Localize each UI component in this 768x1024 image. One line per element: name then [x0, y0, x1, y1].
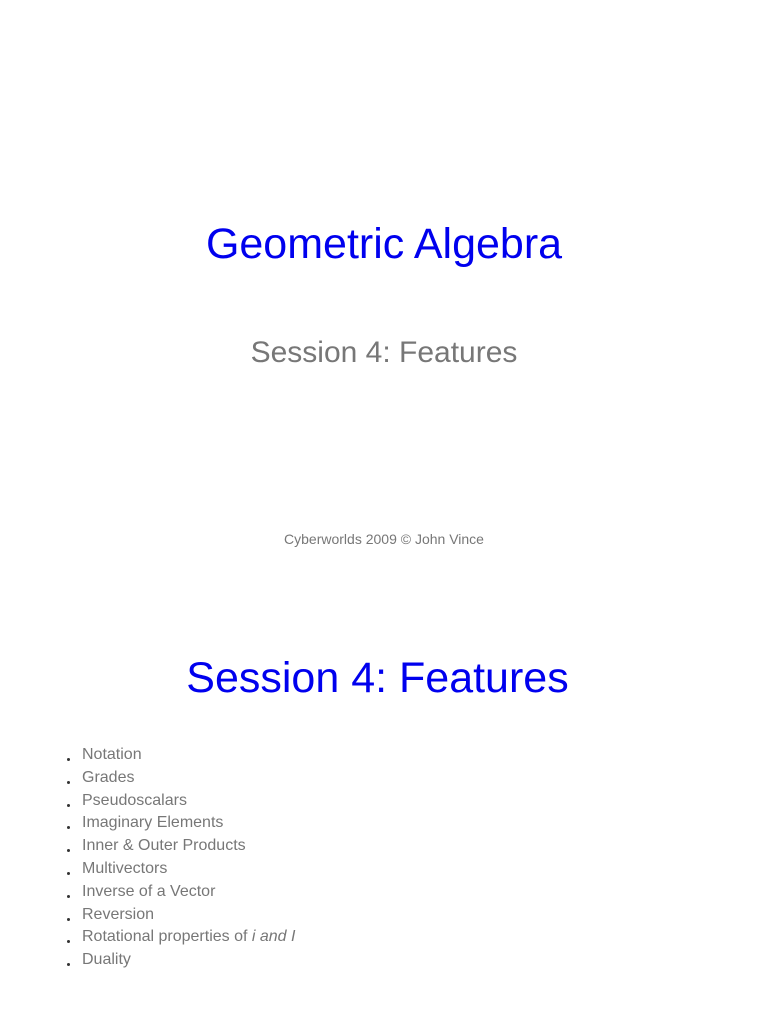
list-item — [57, 904, 295, 927]
list-item-label: Duality — [82, 951, 131, 969]
list-item — [57, 812, 295, 835]
bullet-icon — [67, 849, 70, 852]
list-item — [57, 744, 295, 767]
section-heading: Session 4: Features — [186, 654, 569, 702]
list-item-label: Notation — [82, 746, 142, 763]
list-item — [57, 790, 295, 813]
list-item — [57, 835, 295, 858]
bullet-icon — [67, 940, 70, 943]
list-item — [57, 926, 295, 949]
bullet-icon — [67, 895, 70, 898]
bullet-icon — [67, 872, 70, 875]
slide-title: Geometric Algebra — [205, 220, 563, 268]
bullet-icon — [67, 804, 70, 807]
list-item — [57, 858, 295, 881]
list-item-label: Multivectors — [82, 859, 168, 877]
bullet-icon — [67, 918, 70, 921]
list-item-label: Inner & Outer Products — [82, 837, 246, 855]
list-item-label: Inverse of a Vector — [82, 882, 216, 900]
list-item — [57, 949, 295, 972]
list-item-label: Imaginary Elements — [82, 814, 224, 832]
slide-subtitle: Session 4: Features — [250, 336, 518, 369]
list-item — [57, 767, 295, 790]
bullet-icon — [67, 826, 70, 829]
list-item-label: Pseudoscalars — [82, 791, 187, 809]
slide-footer: Cyberworlds 2009 © John Vince — [284, 531, 484, 547]
list-item-label: Rotational properties of — [82, 928, 252, 946]
bullet-icon — [67, 758, 70, 761]
list-item-italic: i and I — [251, 928, 296, 946]
list-item-label: Reversion — [82, 905, 155, 923]
bullet-icon — [67, 963, 70, 966]
list-item-label: Grades — [82, 768, 135, 786]
feature-list — [57, 744, 295, 972]
list-item — [57, 881, 295, 904]
bullet-icon — [67, 781, 70, 784]
